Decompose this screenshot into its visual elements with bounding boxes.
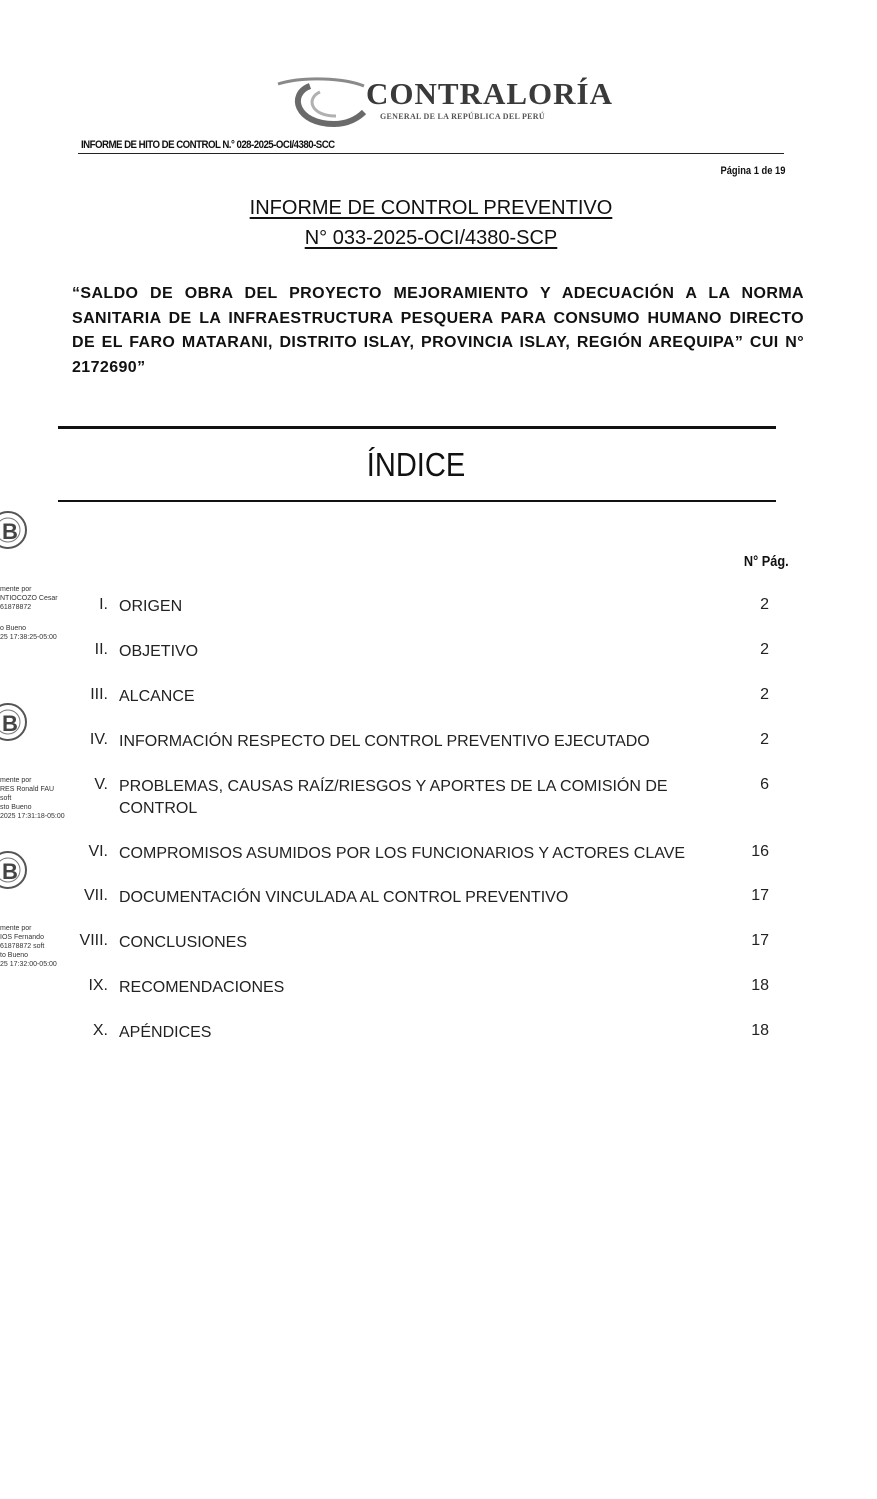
index-top-rule bbox=[58, 426, 776, 429]
toc-item-label: ORIGEN bbox=[119, 598, 183, 615]
toc-item-number: VII. bbox=[83, 887, 108, 904]
signature-text: mente por NTIOCOZO Cesar 61878872 o Bueno 25 17:38:25-05:00 bbox=[0, 586, 58, 641]
svg-text:B: B bbox=[2, 859, 18, 884]
document-title: INFORME DE CONTROL PREVENTIVO bbox=[249, 197, 613, 219]
signature-text: mente por RES Ronald FAU soft sto Bueno 2025 17:31:18-05:00 bbox=[0, 777, 65, 820]
toc-item-page: 17 bbox=[751, 932, 769, 949]
page-column-header: N° Pág. bbox=[744, 553, 789, 570]
toc-item-page: 2 bbox=[760, 596, 769, 613]
logo-subtitle: GENERAL DE LA REPÚBLICA DEL PERÚ bbox=[380, 112, 545, 121]
index-heading: ÍNDICE bbox=[366, 446, 466, 483]
toc-item-label: COMPROMISOS ASUMIDOS POR LOS FUNCIONARIOS Y ACTORES CLAVE bbox=[119, 845, 686, 862]
toc-item-label: PROBLEMAS, CAUSAS RAÍZ/RIESGOS Y APORTES DE LA COMISIÓN DE CONTROL bbox=[119, 778, 668, 817]
toc-item-number: II. bbox=[94, 641, 108, 658]
toc-item-page: 17 bbox=[751, 887, 769, 904]
index-bottom-rule bbox=[58, 500, 776, 502]
toc-item-number: X. bbox=[92, 1022, 108, 1039]
toc-item-page: 2 bbox=[760, 686, 769, 703]
toc-item-number: VI. bbox=[88, 843, 108, 860]
toc-item-label: CONCLUSIONES bbox=[119, 934, 248, 951]
toc-item-number: V. bbox=[94, 776, 108, 793]
toc-item-label: OBJETIVO bbox=[119, 643, 199, 660]
toc-item-label: ALCANCE bbox=[119, 688, 195, 705]
toc-item-page: 6 bbox=[760, 776, 769, 793]
toc-item-number: IX. bbox=[88, 977, 108, 994]
svg-text:B: B bbox=[2, 711, 18, 736]
signature-seal-icon bbox=[0, 700, 34, 744]
hito-reference: INFORME DE HITO DE CONTROL N.° 028-2025-OCI/4380-SCC bbox=[81, 139, 335, 151]
signature-text: mente por IOS Fernando 61878872 soft to Bueno 25 17:32:00-05:00 bbox=[0, 925, 57, 968]
toc-item-page: 18 bbox=[751, 977, 769, 994]
svg-text:B: B bbox=[2, 519, 18, 544]
toc-item-number: III. bbox=[90, 686, 108, 703]
document-subject: “SALDO DE OBRA DEL PROYECTO MEJORAMIENTO Y ADECUACIÓN A LA NORMA SANITARIA DE LA INFRAESTRUCTURA PESQUERA PARA CONSUMO HUMANO DIRECTO DE EL FARO MATARANI, DISTRITO ISLAY, PROVINCIA ISLAY, REGIÓN AREQUIPA” CUI N° 2172690” bbox=[72, 285, 804, 376]
toc-item-label: DOCUMENTACIÓN VINCULADA AL CONTROL PREVENTIVO bbox=[119, 889, 569, 906]
toc-item-label: INFORMACIÓN RESPECTO DEL CONTROL PREVENTIVO EJECUTADO bbox=[119, 733, 650, 750]
toc-item-page: 16 bbox=[751, 843, 769, 860]
logo-title: CONTRALORÍA bbox=[366, 76, 613, 111]
contraloria-emblem-icon bbox=[274, 72, 370, 132]
toc-item-page: 18 bbox=[751, 1022, 769, 1039]
toc-item-number: I. bbox=[99, 596, 108, 613]
signature-seal-icon bbox=[0, 848, 34, 892]
toc-item-label: RECOMENDACIONES bbox=[119, 979, 285, 996]
toc-item-page: 2 bbox=[760, 641, 769, 658]
toc-item-number: VIII. bbox=[79, 932, 108, 949]
toc-item-label: APÉNDICES bbox=[119, 1024, 212, 1041]
contraloria-logo bbox=[274, 72, 613, 132]
document-number: N° 033-2025-OCI/4380-SCP bbox=[304, 227, 558, 249]
toc-item-page: 2 bbox=[760, 731, 769, 748]
signature-seal-icon bbox=[0, 508, 34, 552]
page-indicator: Página 1 de 19 bbox=[720, 165, 785, 177]
header-rule bbox=[78, 153, 784, 154]
toc-item-number: IV. bbox=[89, 731, 108, 748]
